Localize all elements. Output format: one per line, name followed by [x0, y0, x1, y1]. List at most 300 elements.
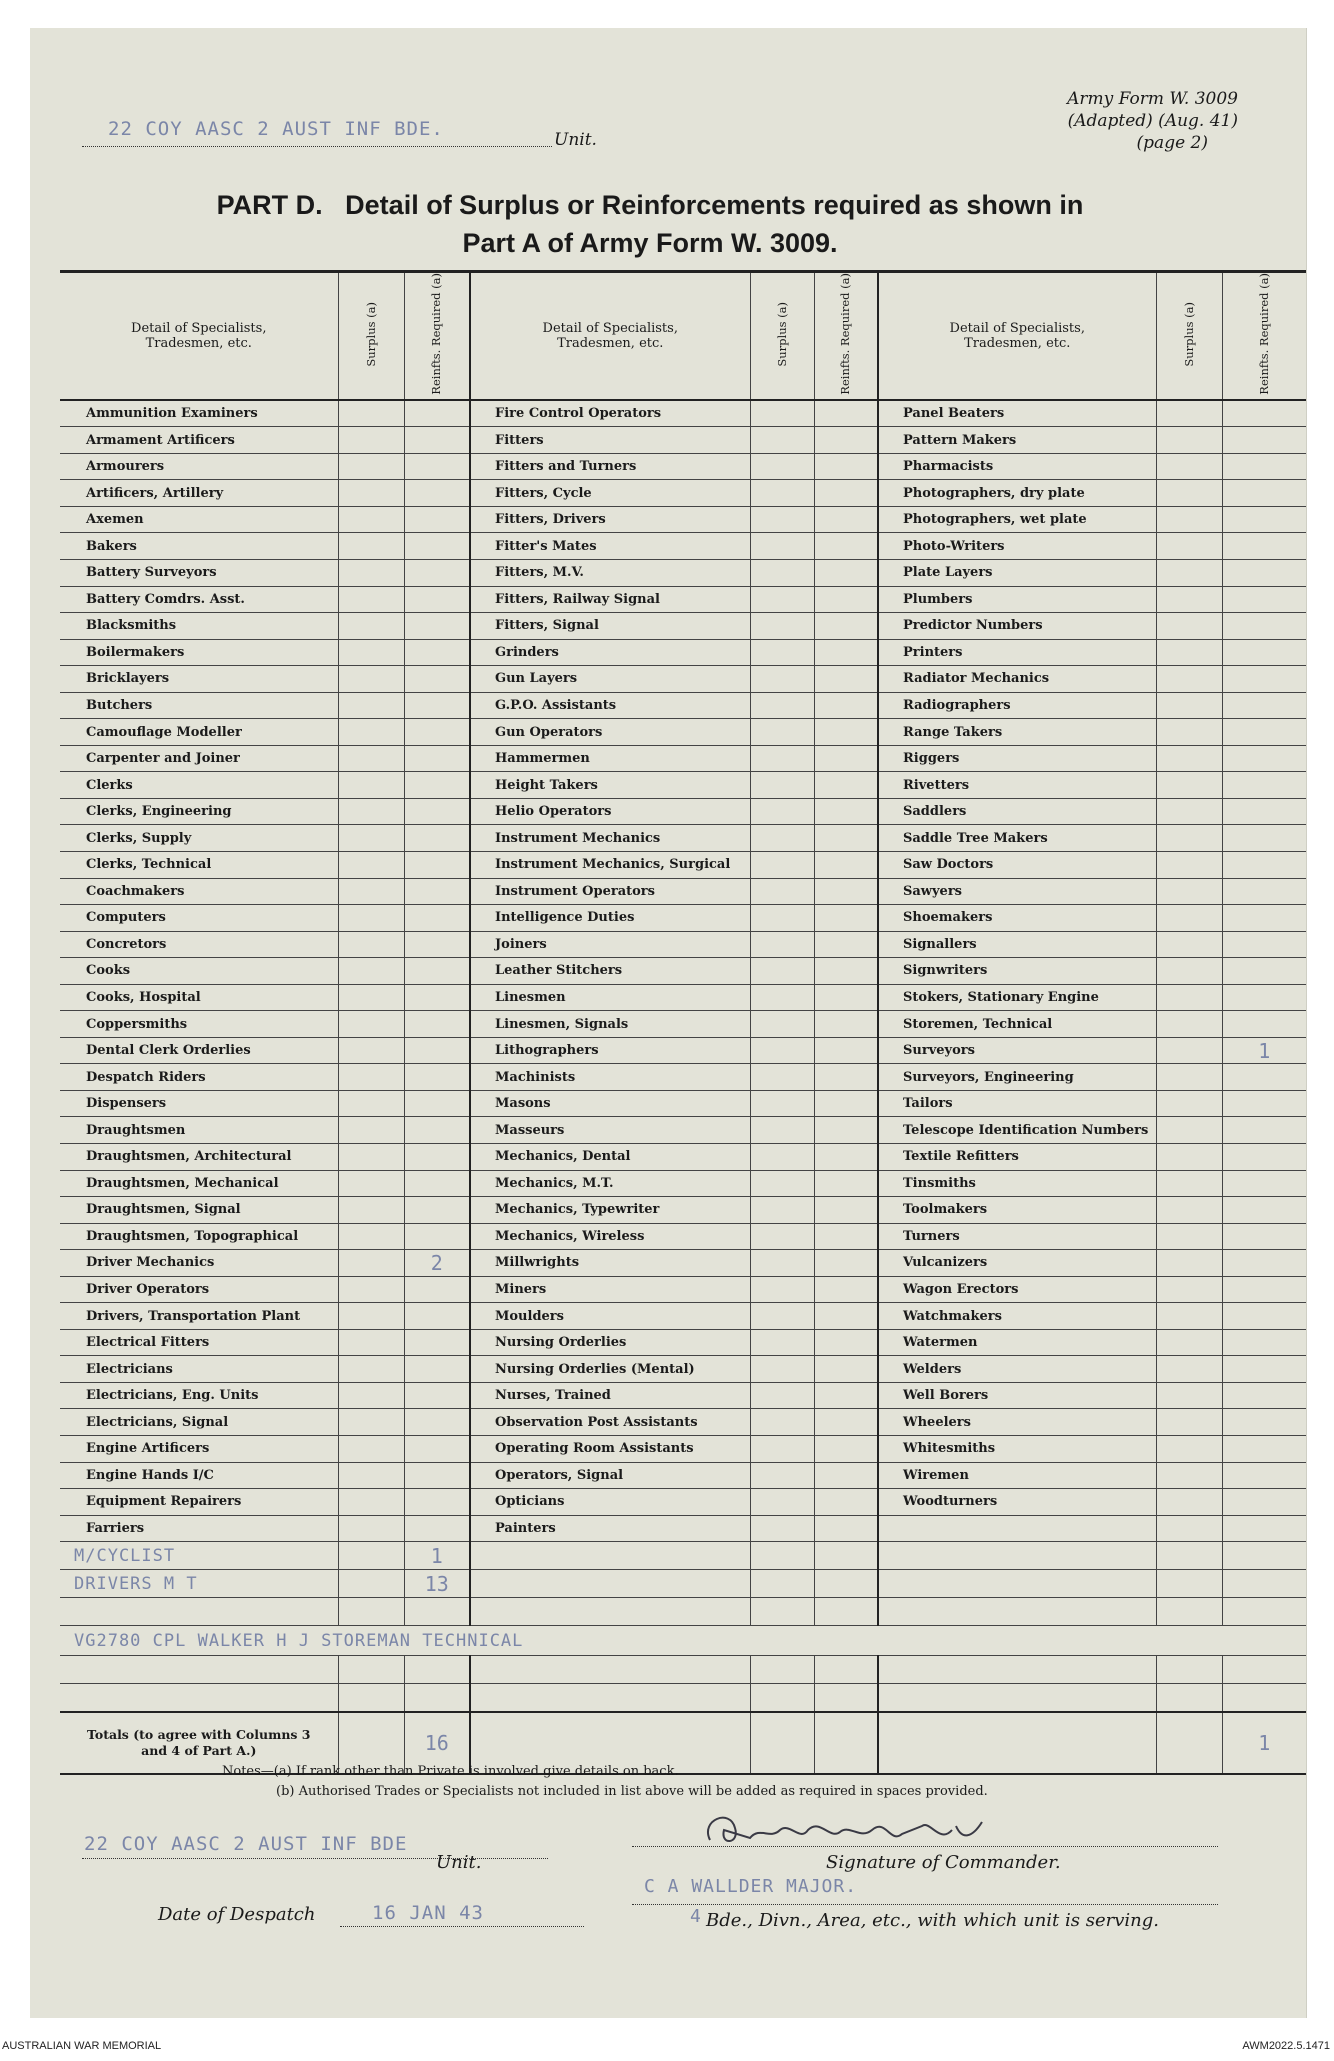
reinfts-cell-col3 [1222, 480, 1306, 507]
surplus-cell-col3 [1156, 1117, 1222, 1144]
trade-name-col1: Butchers [60, 692, 338, 719]
trade-name-col2: Miners [470, 1276, 750, 1303]
trade-name-col1: Coachmakers [60, 878, 338, 905]
reinfts-cell-col1 [404, 1197, 470, 1224]
table-row [60, 852, 1306, 879]
surplus-cell-col1 [338, 613, 404, 640]
table-row [60, 1409, 1306, 1436]
surplus-cell-col3 [1156, 1303, 1222, 1330]
surplus-cell-col2 [750, 1382, 814, 1409]
surplus-cell-col3 [1156, 533, 1222, 560]
surplus-cell-col3 [1156, 400, 1222, 427]
surplus-cell-col3 [1156, 798, 1222, 825]
reinfts-cell-col2 [814, 852, 878, 879]
trade-name-col3: Well Borers [878, 1382, 1156, 1409]
trade-name-col1: Draughtsmen, Topographical [60, 1223, 338, 1250]
reinfts-cell-col1 [404, 798, 470, 825]
surplus-cell-col3 [1156, 1515, 1222, 1542]
reinfts-cell-col3 [1222, 825, 1306, 852]
reinfts-cell-col3 [1222, 1303, 1306, 1330]
surplus-cell-col2 [750, 1064, 814, 1091]
surplus-cell-col3 [1156, 878, 1222, 905]
surplus-cell-col2 [750, 1197, 814, 1224]
reinfts-cell-col1 [404, 453, 470, 480]
reinfts-cell-col3 [1222, 1356, 1306, 1383]
trade-name-col1: Electricians, Eng. Units [60, 1382, 338, 1409]
reinfts-cell-col2 [814, 1117, 878, 1144]
reinfts-cell-col1 [404, 1515, 470, 1542]
surplus-cell-col2 [750, 533, 814, 560]
reinfts-cell-col2 [814, 1011, 878, 1038]
reinfts-header-2: Reinfts. Required (a) [814, 272, 878, 400]
table-row [60, 1489, 1306, 1516]
trade-name-col2: Fire Control Operators [470, 400, 750, 427]
trade-name-col3: Pattern Makers [878, 427, 1156, 454]
specialists-table [60, 270, 1306, 1775]
reinfts-cell-col1 [404, 1090, 470, 1117]
table-row [60, 1356, 1306, 1383]
surplus-cell-col3 [1156, 931, 1222, 958]
trade-name-col3: Pharmacists [878, 453, 1156, 480]
trade-name-col3: Panel Beaters [878, 400, 1156, 427]
surplus-cell-col3 [1156, 586, 1222, 613]
trade-name-col1: Dispensers [60, 1090, 338, 1117]
trade-name-col3: Wheelers [878, 1409, 1156, 1436]
table-row [60, 825, 1306, 852]
surplus-cell-col1 [338, 1409, 404, 1436]
reinfts-cell-col2 [814, 1515, 878, 1542]
surplus-cell-col2 [750, 427, 814, 454]
reinfts-cell-col3 [1222, 1515, 1306, 1542]
trade-name-col3: Wiremen [878, 1462, 1156, 1489]
table-row [60, 984, 1306, 1011]
surplus-cell-col2 [750, 1011, 814, 1038]
surplus-cell-col1 [338, 427, 404, 454]
table-row [60, 1329, 1306, 1356]
reinfts-cell-col1 [404, 613, 470, 640]
surplus-cell-col2 [750, 905, 814, 932]
trade-name-col1: Axemen [60, 506, 338, 533]
reinfts-cell-col2 [814, 1356, 878, 1383]
trade-name-col2: Joiners [470, 931, 750, 958]
trade-name-col2: Leather Stitchers [470, 958, 750, 985]
trade-name-col3: Radiographers [878, 692, 1156, 719]
reinfts-cell-col2 [814, 931, 878, 958]
surplus-cell-col1 [338, 1250, 404, 1277]
despatch-label: Date of Despatch [158, 1904, 316, 1925]
reinfts-cell-col2 [814, 1037, 878, 1064]
surplus-cell-col2 [750, 1329, 814, 1356]
trade-name-col1: Driver Mechanics [60, 1250, 338, 1277]
table-row [60, 453, 1306, 480]
surplus-cell-col1 [338, 1144, 404, 1171]
trade-name-col3: Wagon Erectors [878, 1276, 1156, 1303]
reinfts-cell-col2 [814, 798, 878, 825]
reinfts-cell-col2 [814, 772, 878, 799]
reinfts-cell-col1 [404, 1303, 470, 1330]
trade-name-col1: Draughtsmen, Architectural [60, 1144, 338, 1171]
trade-name-col1: Electrical Fitters [60, 1329, 338, 1356]
surplus-cell-col3 [1156, 453, 1222, 480]
table-header-row [60, 272, 1306, 400]
reinfts-cell-col1 [404, 719, 470, 746]
surplus-cell-col3 [1156, 1489, 1222, 1516]
reinfts-cell-col2 [814, 1170, 878, 1197]
reinfts-cell-col2 [814, 1436, 878, 1463]
trade-name-col3: Tinsmiths [878, 1170, 1156, 1197]
surplus-cell-col2 [750, 692, 814, 719]
trade-name-col1: Drivers, Transportation Plant [60, 1303, 338, 1330]
surplus-cell-col2 [750, 1515, 814, 1542]
trade-name-col3: Printers [878, 639, 1156, 666]
surplus-cell-col2 [750, 1090, 814, 1117]
surplus-cell-col1 [338, 1064, 404, 1091]
trade-name-col3: Plumbers [878, 586, 1156, 613]
reinfts-cell-col2 [814, 639, 878, 666]
reinfts-cell-col3 [1222, 1197, 1306, 1224]
table-row [60, 533, 1306, 560]
trade-name-col2: Nursing Orderlies (Mental) [470, 1356, 750, 1383]
table-row [60, 613, 1306, 640]
reinfts-cell-col2 [814, 453, 878, 480]
reinfts-cell-col3 [1222, 692, 1306, 719]
surplus-cell-col3 [1156, 666, 1222, 693]
reinfts-cell-col2 [814, 1144, 878, 1171]
reinfts-cell-col3 [1222, 613, 1306, 640]
surplus-cell-col3 [1156, 1462, 1222, 1489]
trade-name-col3: Signallers [878, 931, 1156, 958]
trade-name-col2: Observation Post Assistants [470, 1409, 750, 1436]
trade-name-col2: Nurses, Trained [470, 1382, 750, 1409]
reinfts-cell-col2 [814, 878, 878, 905]
surplus-cell-col2 [750, 1037, 814, 1064]
reinfts-cell-col1 [404, 692, 470, 719]
surplus-cell-col1 [338, 586, 404, 613]
surplus-cell-col1 [338, 852, 404, 879]
reinfts-cell-col3 [1222, 1144, 1306, 1171]
trade-name-col1: Farriers [60, 1515, 338, 1542]
trade-name-col3: Turners [878, 1223, 1156, 1250]
trade-name-col1: Camouflage Modeller [60, 719, 338, 746]
surplus-cell-col2 [750, 984, 814, 1011]
reinfts-cell-col2 [814, 1064, 878, 1091]
reinfts-cell-col2 [814, 825, 878, 852]
trade-name-col2: Moulders [470, 1303, 750, 1330]
trade-name-col2: Instrument Mechanics [470, 825, 750, 852]
trade-name-col2: Gun Operators [470, 719, 750, 746]
reinfts-cell-col3 [1222, 1436, 1306, 1463]
surplus-cell-col3 [1156, 1037, 1222, 1064]
form-ref-line3: (page 2) [1136, 133, 1208, 153]
surplus-cell-col3 [1156, 719, 1222, 746]
table-row [60, 400, 1306, 427]
surplus-cell-col2 [750, 453, 814, 480]
reinfts-cell-col3 [1222, 453, 1306, 480]
trade-name-col1: Concretors [60, 931, 338, 958]
surplus-cell-col2 [750, 825, 814, 852]
surplus-cell-col3 [1156, 1197, 1222, 1224]
table-row [60, 1382, 1306, 1409]
reinfts-cell-col1 [404, 772, 470, 799]
reinfts-cell-col3 [1222, 852, 1306, 879]
reinfts-cell-col1 [404, 1011, 470, 1038]
surplus-cell-col2 [750, 1356, 814, 1383]
trade-name-col2: Mechanics, Wireless [470, 1223, 750, 1250]
trade-name-col2: Operators, Signal [470, 1462, 750, 1489]
table-row [60, 1170, 1306, 1197]
surplus-cell-col3 [1156, 1090, 1222, 1117]
reinfts-cell-col1 [404, 1409, 470, 1436]
totals-reinfts-col3: 1 [1222, 1712, 1306, 1774]
reinfts-cell-col3 [1222, 745, 1306, 772]
surplus-cell-col3 [1156, 480, 1222, 507]
surplus-cell-col2 [750, 1276, 814, 1303]
surplus-cell-col1 [338, 1276, 404, 1303]
table-row [60, 719, 1306, 746]
reinfts-cell-col3 [1222, 719, 1306, 746]
trade-name-col2: Nursing Orderlies [470, 1329, 750, 1356]
trade-name-col3: Signwriters [878, 958, 1156, 985]
surplus-cell-col2 [750, 506, 814, 533]
reinfts-cell-col1 [404, 931, 470, 958]
trade-name-col1: Despatch Riders [60, 1064, 338, 1091]
reinfts-cell-col2 [814, 666, 878, 693]
table-row [60, 772, 1306, 799]
reinfts-cell-col1 [404, 878, 470, 905]
reinfts-cell-col2 [814, 506, 878, 533]
surplus-cell-col2 [750, 400, 814, 427]
reinfts-cell-col3 [1222, 958, 1306, 985]
surplus-cell-col3 [1156, 427, 1222, 454]
trade-name-col2: Gun Layers [470, 666, 750, 693]
table-row [60, 1117, 1306, 1144]
surplus-cell-col1 [338, 1436, 404, 1463]
surplus-cell-col3 [1156, 852, 1222, 879]
reinfts-cell-col3 [1222, 506, 1306, 533]
bde-typed: 4 [690, 1906, 702, 1927]
trade-name-col2: Fitters [470, 427, 750, 454]
surplus-cell-col3 [1156, 984, 1222, 1011]
surplus-cell-col3 [1156, 1170, 1222, 1197]
table-row [60, 506, 1306, 533]
surplus-cell-col2 [750, 878, 814, 905]
surplus-cell-col1 [338, 1037, 404, 1064]
trade-name-col2: Grinders [470, 639, 750, 666]
trade-name-col3: Shoemakers [878, 905, 1156, 932]
surplus-cell-col3 [1156, 1409, 1222, 1436]
surplus-cell-col1 [338, 480, 404, 507]
reinfts-cell-col3 [1222, 984, 1306, 1011]
surplus-cell-col1 [338, 1356, 404, 1383]
surplus-cell-col1 [338, 533, 404, 560]
surplus-cell-col1 [338, 984, 404, 1011]
reinfts-cell-col2 [814, 905, 878, 932]
table-row [60, 798, 1306, 825]
reinfts-cell-col2 [814, 745, 878, 772]
surplus-cell-col2 [750, 719, 814, 746]
totals-reinfts-col1: 16 [404, 1712, 470, 1774]
reinfts-cell-col1 [404, 639, 470, 666]
reinfts-cell-col1 [404, 559, 470, 586]
reinfts-cell-col2 [814, 1409, 878, 1436]
reinfts-cell-col3 [1222, 1276, 1306, 1303]
surplus-header-1: Surplus (a) [338, 272, 404, 400]
table-row [60, 1250, 1306, 1277]
trade-name-col3: Welders [878, 1356, 1156, 1383]
reinfts-cell-col2 [814, 1090, 878, 1117]
trade-name-col3: Photographers, dry plate [878, 480, 1156, 507]
surplus-cell-col2 [750, 1462, 814, 1489]
table-row [60, 1037, 1306, 1064]
surplus-cell-col2 [750, 480, 814, 507]
surplus-cell-col3 [1156, 639, 1222, 666]
reinfts-cell-col1 [404, 400, 470, 427]
surplus-cell-col3 [1156, 745, 1222, 772]
form-ref-line2: (Adapted) (Aug. 41) [1067, 111, 1238, 131]
trade-name-col1: Draughtsmen [60, 1117, 338, 1144]
reinfts-cell-col3 [1222, 1090, 1306, 1117]
surplus-cell-col3 [1156, 1011, 1222, 1038]
reinfts-cell-col3 [1222, 798, 1306, 825]
reinfts-cell-col2 [814, 692, 878, 719]
surplus-cell-col1 [338, 639, 404, 666]
trade-name-col1: Clerks, Engineering [60, 798, 338, 825]
surplus-cell-col3 [1156, 559, 1222, 586]
surplus-cell-col1 [338, 931, 404, 958]
reinfts-cell-col3 [1222, 1064, 1306, 1091]
table-row [60, 586, 1306, 613]
table-row [60, 1090, 1306, 1117]
trade-name-col1: Cooks [60, 958, 338, 985]
surplus-cell-col1 [338, 772, 404, 799]
reinfts-cell-col3 [1222, 1117, 1306, 1144]
reinfts-cell-col3 [1222, 931, 1306, 958]
surplus-cell-col1 [338, 1489, 404, 1516]
reinfts-cell-col3 [1222, 1329, 1306, 1356]
reinfts-cell-col3 [1222, 772, 1306, 799]
reinfts-cell-col3 [1222, 427, 1306, 454]
totals-label: Totals (to agree with Columns 3 and 4 of Part A.) [60, 1712, 338, 1774]
reinfts-cell-col3 [1222, 878, 1306, 905]
surplus-cell-col1 [338, 400, 404, 427]
typed-entry-value: 13 [404, 1570, 470, 1598]
trade-name-col3: Vulcanizers [878, 1250, 1156, 1277]
trade-name-col1: Bricklayers [60, 666, 338, 693]
surplus-cell-col2 [750, 1117, 814, 1144]
trade-name-col1: Computers [60, 905, 338, 932]
reinfts-cell-col1 [404, 852, 470, 879]
archive-caption-left: AUSTRALIAN WAR MEMORIAL [2, 2040, 162, 2052]
trade-name-col1: Battery Comdrs. Asst. [60, 586, 338, 613]
trade-name-col1: Cooks, Hospital [60, 984, 338, 1011]
footer-unit-label: Unit. [436, 1852, 482, 1873]
reinfts-cell-col2 [814, 984, 878, 1011]
reinfts-cell-col2 [814, 533, 878, 560]
table-row [60, 1144, 1306, 1171]
trade-name-col1: Boilermakers [60, 639, 338, 666]
reinfts-cell-col1 [404, 586, 470, 613]
trade-name-col2: Linesmen, Signals [470, 1011, 750, 1038]
notes [222, 1762, 988, 1802]
reinfts-cell-col3 [1222, 1250, 1306, 1277]
table-row [60, 1064, 1306, 1091]
surplus-cell-col2 [750, 931, 814, 958]
table-row [60, 931, 1306, 958]
surplus-cell-col1 [338, 453, 404, 480]
typed-entry-value: 1 [404, 1542, 470, 1570]
trade-name-col2: Operating Room Assistants [470, 1436, 750, 1463]
surplus-cell-col2 [750, 745, 814, 772]
trade-name-col2: Fitters, M.V. [470, 559, 750, 586]
typed-note-row [60, 1626, 1306, 1656]
typed-note: VG2780 CPL WALKER H J STOREMAN TECHNICAL [60, 1626, 1306, 1656]
trade-name-col3: Stokers, Stationary Engine [878, 984, 1156, 1011]
note-line1: Notes—(a) If rank other than Private is involved give details on back. [222, 1764, 679, 1779]
reinfts-cell-col2 [814, 559, 878, 586]
trade-name-col2: Mechanics, Dental [470, 1144, 750, 1171]
table-row [60, 1303, 1306, 1330]
surplus-cell-col3 [1156, 692, 1222, 719]
trade-name-col1: Engine Hands I/C [60, 1462, 338, 1489]
trade-name-col1: Engine Artificers [60, 1436, 338, 1463]
blank-row [60, 1656, 1306, 1684]
table-row [60, 480, 1306, 507]
trade-name-col1: Battery Surveyors [60, 559, 338, 586]
reinfts-cell-col3 [1222, 1223, 1306, 1250]
form-ref-line1: Army Form W. 3009 [1067, 89, 1238, 109]
table-row [60, 427, 1306, 454]
trade-name-col2: Opticians [470, 1489, 750, 1516]
part-d-title-line1: PART D. Detail of Surplus or Reinforcements required as shown in [216, 190, 1084, 220]
typed-entry-row [60, 1542, 1306, 1570]
surplus-cell-col3 [1156, 772, 1222, 799]
reinfts-cell-col1 [404, 1037, 470, 1064]
reinfts-cell-col1 [404, 1144, 470, 1171]
reinfts-cell-col3 [1222, 1170, 1306, 1197]
trade-name-col3: Saddlers [878, 798, 1156, 825]
table-row [60, 692, 1306, 719]
surplus-cell-col2 [750, 798, 814, 825]
surplus-cell-col1 [338, 745, 404, 772]
surplus-cell-col1 [338, 1090, 404, 1117]
surplus-header-3: Surplus (a) [1156, 272, 1222, 400]
detail-header-1: Detail of Specialists, Tradesmen, etc. [60, 272, 338, 400]
table-row [60, 878, 1306, 905]
trade-name-col1: Bakers [60, 533, 338, 560]
reinfts-cell-col3: 1 [1222, 1037, 1306, 1064]
surplus-cell-col1 [338, 559, 404, 586]
surplus-cell-col1 [338, 825, 404, 852]
reinfts-cell-col2 [814, 1303, 878, 1330]
trade-name-col1: Coppersmiths [60, 1011, 338, 1038]
trade-name-col3: Riggers [878, 745, 1156, 772]
trade-name-col2: Height Takers [470, 772, 750, 799]
detail-header-2: Detail of Specialists, Tradesmen, etc. [470, 272, 750, 400]
reinfts-cell-col2 [814, 586, 878, 613]
signature-line [632, 1846, 1218, 1847]
reinfts-cell-col3 [1222, 1462, 1306, 1489]
surplus-cell-col2 [750, 1144, 814, 1171]
surplus-cell-col2 [750, 852, 814, 879]
trade-name-col3: Range Takers [878, 719, 1156, 746]
trade-name-col3: Whitesmiths [878, 1436, 1156, 1463]
table-row [60, 666, 1306, 693]
reinfts-cell-col3 [1222, 1489, 1306, 1516]
trade-name-col3: Toolmakers [878, 1197, 1156, 1224]
trade-name-col3: Telescope Identification Numbers [878, 1117, 1156, 1144]
typed-entry-row [60, 1570, 1306, 1598]
unit-typed: 22 COY AASC 2 AUST INF BDE. [108, 118, 444, 140]
